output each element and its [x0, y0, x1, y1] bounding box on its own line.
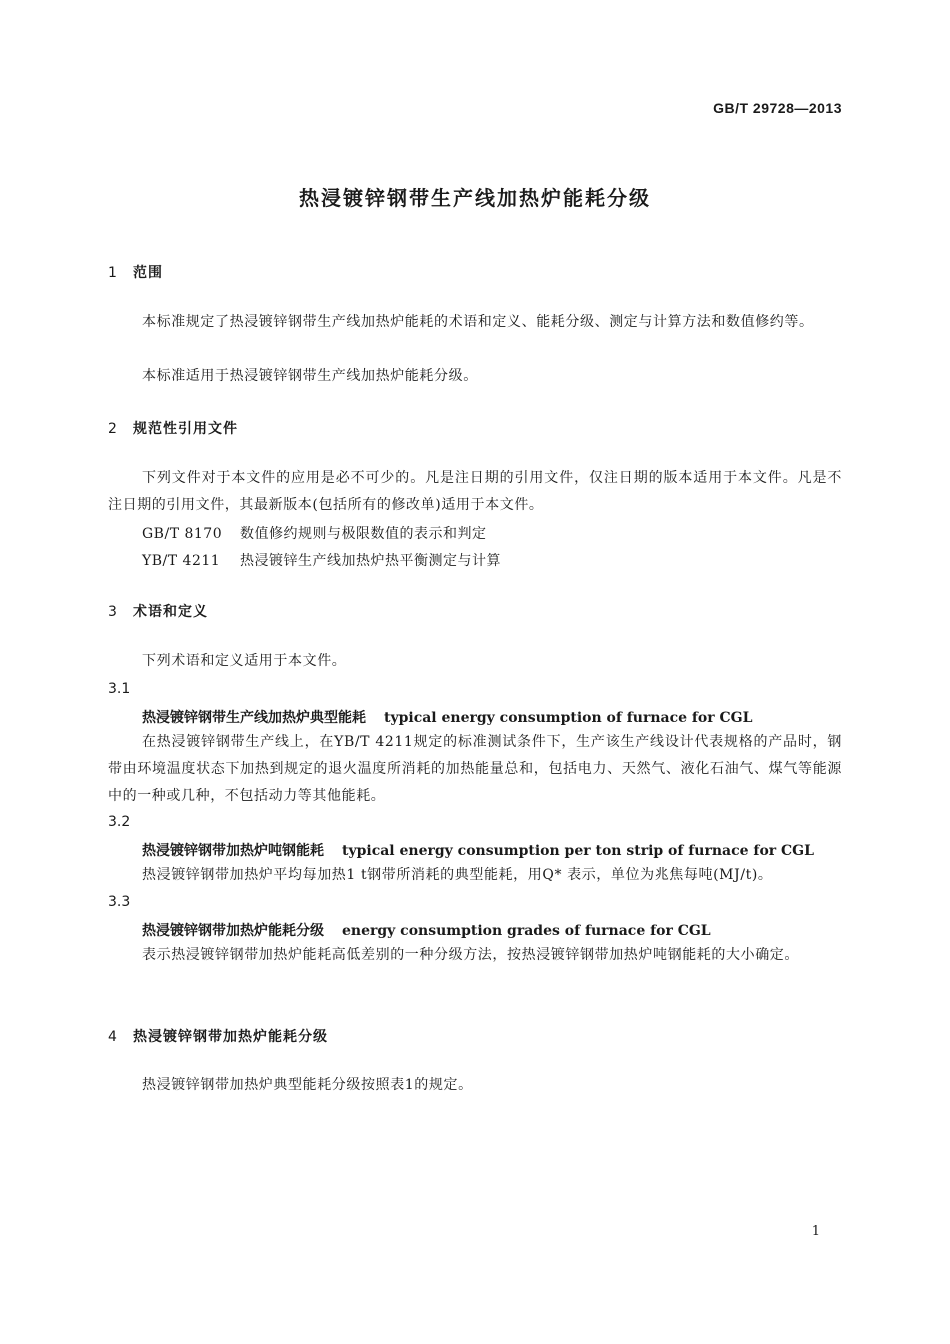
standard-number: GB/T 29728—2013 — [713, 100, 842, 116]
term-en: energy consumption grades of furnace for CGL — [342, 923, 711, 939]
term-en: typical energy consumption of furnace for CGL — [384, 710, 753, 726]
term-en: typical energy consumption per ton strip of furnace for CGL — [342, 843, 814, 859]
section-number: 4 — [108, 1029, 118, 1045]
term-definition: 在热浸镀锌钢带生产线上，在YB/T 4211规定的标准测试条件下，生产该生产线设计代表规格的产品时，钢带由环境温度状态下加热到规定的退火温度所消耗的加热能量总和，包括电力、天然气、液化石油气、煤气等能源中的一种或几种，不包括动力等其他能耗。 — [108, 734, 842, 804]
section-title: 规范性引用文件 — [133, 421, 238, 437]
term-zh: 热浸镀锌钢带生产线加热炉典型能耗 — [142, 710, 366, 726]
term-definition: 表示热浸镀锌钢带加热炉能耗高低差别的一种分级方法，按热浸镀锌钢带加热炉吨钢能耗的大小确定。 — [142, 947, 799, 963]
section-number: 2 — [108, 421, 118, 437]
section-3-intro: 下列术语和定义适用于本文件。 — [142, 653, 347, 669]
section-3-heading — [108, 601, 208, 621]
term-zh: 热浸镀锌钢带加热炉吨钢能耗 — [142, 843, 324, 859]
section-2-intro: 下列文件对于本文件的应用是必不可少的。凡是注日期的引用文件，仅注日期的版本适用于本文件。凡是不注日期的引用文件，其最新版本(包括所有的修改单)适用于本文件。 — [108, 470, 842, 513]
section-4-paragraph: 热浸镀锌钢带加热炉典型能耗分级按照表1的规定。 — [142, 1077, 473, 1093]
term-heading — [142, 840, 814, 860]
reference-code: YB/T 4211 — [142, 553, 221, 569]
section-1-heading — [108, 262, 163, 282]
reference-code: GB/T 8170 — [142, 526, 223, 542]
section-title: 范围 — [133, 265, 163, 281]
section-1-paragraph-2: 本标准适用于热浸镀锌钢带生产线加热炉能耗分级。 — [142, 368, 478, 384]
reference-item — [142, 550, 501, 570]
section-title: 术语和定义 — [133, 604, 208, 620]
section-number: 1 — [108, 265, 118, 281]
section-1-paragraph-1: 本标准规定了热浸镀锌钢带生产线加热炉能耗的术语和定义、能耗分级、测定与计算方法和数值修约等。 — [142, 314, 814, 330]
page-number: 1 — [811, 1224, 820, 1239]
section-title: 热浸镀锌钢带加热炉能耗分级 — [133, 1029, 328, 1045]
reference-title: 热浸镀锌生产线加热炉热平衡测定与计算 — [240, 553, 501, 569]
term-zh: 热浸镀锌钢带加热炉能耗分级 — [142, 923, 324, 939]
document-title: 热浸镀锌钢带生产线加热炉能耗分级 — [299, 186, 651, 210]
term-heading — [142, 920, 711, 940]
section-number: 3 — [108, 604, 118, 620]
section-4-heading — [108, 1026, 328, 1046]
term-number: 3.1 — [108, 681, 131, 697]
term-number: 3.3 — [108, 894, 131, 910]
reference-title: 数值修约规则与极限数值的表示和判定 — [240, 526, 487, 542]
reference-item — [142, 523, 487, 543]
term-heading — [142, 707, 752, 727]
section-2-heading — [108, 418, 238, 438]
term-definition: 热浸镀锌钢带加热炉平均每加热1 t钢带所消耗的典型能耗，用Q* 表示，单位为兆焦每吨(MJ/t)。 — [142, 867, 773, 883]
term-number: 3.2 — [108, 814, 131, 830]
